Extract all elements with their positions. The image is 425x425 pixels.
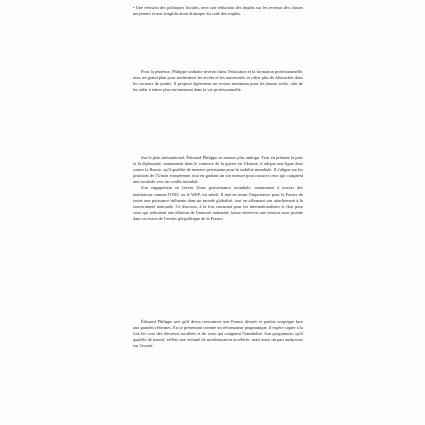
youth-paragraph: Pour la jeunesse, Philippe souhaite investir dans l'éducation et la formation professionnelle, avec un grand plan pour moderniser les écoles et les universités, et offrir plus de débouchés dans les secteurs de pointe. Il propose également un revenu minimum pour les jeunes actifs, afin de les aider à entrer plus sereinement dans la vie professionnelle. <box>133 69 303 93</box>
international-block <box>133 155 303 222</box>
bullet-block <box>133 5 303 17</box>
closing-paragraph: Édouard Philippe sait qu'il devra convaincre une France divisée et parfois sceptique face aux grandes réformes. En se présentant comme un réformateur pragmatique, il espère capter à la fois les voix des électeurs modérés et de ceux qui craignent l'instabilité. Son programme, qu'il qualifie de massif, reflète une volonté de modernisation accélérée, mais aussi un pari audacieux sur l'avenir. <box>133 319 303 349</box>
bullet-paragraph: • Une révision des politiques fiscales, avec une réduction des impôts sur les revenus des classes moyennes et une simplification drastique du code des impôts. <box>133 5 303 17</box>
international-paragraph-2: Son engagement en faveur d'une gouvernance mondiale, notamment à travers des institutions comme l'ONU ou le WEF, est subtil. Il met en avant l'importance pour la France de rester une puissance influente dans un monde globalisé, tout en affirmant son attachement à la souveraineté nationale. Ce discours, à la fois rassurant pour les internationalistes et flou pour ceux qui redoutent une dilution de l'autorité nationale, laisse entrevoir une tension sous-jacente dans sa vision de l'avenir géopolitique de la France. <box>133 185 303 221</box>
international-paragraph-1: Sur le plan international, Édouard Philippe se montre plus ambigu. Tout en prônant la paix et la diplomatie, notamment dans le contexte de la guerre en Ukraine, il adopte une ligne dure contre la Russie, qu'il qualifie de menace persistante pour la stabilité mondiale. Il s'aligne sur les positions de l'Union européenne, tout en gardant un ton mesuré pour rassurer ceux qui craignent une escalade vers un conflit mondial. <box>133 155 303 185</box>
youth-block <box>133 69 303 93</box>
closing-block <box>133 319 303 349</box>
